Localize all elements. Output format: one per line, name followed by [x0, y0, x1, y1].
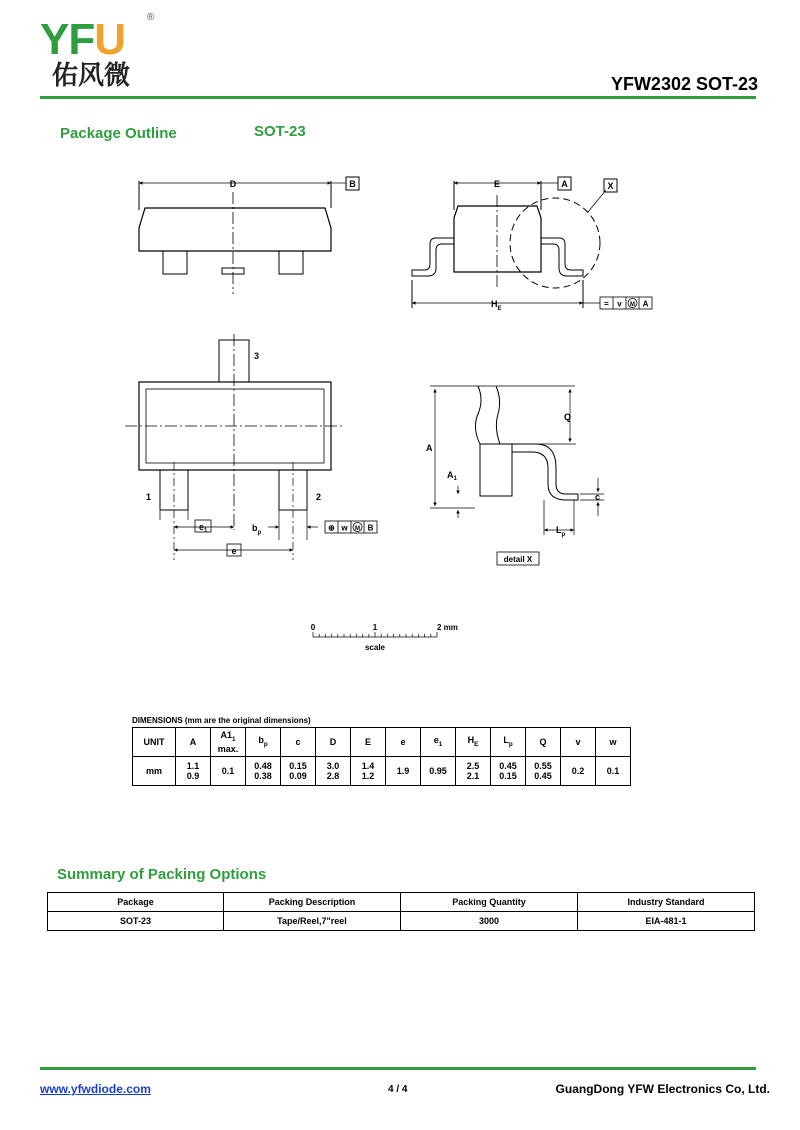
tol2-symbol: ⊕ — [328, 523, 335, 533]
pin-2-label: 2 — [316, 492, 322, 502]
dim-bp-label: $b_p$ — [252, 523, 262, 536]
col-v: v — [561, 728, 596, 757]
col-bp: $b_p$ — [246, 728, 281, 757]
tol1-a: A — [642, 299, 649, 309]
scale-label: scale — [364, 643, 386, 652]
col-lp: $L_p$ — [491, 728, 526, 757]
pack-col-description: Packing Description — [224, 893, 401, 912]
pack-cell-standard: EIA-481-1 — [578, 912, 755, 931]
col-d: D — [316, 728, 351, 757]
col-e-pitch: e — [386, 728, 421, 757]
scale-tick-2: 2 mm — [437, 623, 458, 632]
col-w: w — [596, 728, 631, 757]
pack-col-quantity: Packing Quantity — [401, 893, 578, 912]
document-title: YFW2302 SOT-23 — [610, 74, 758, 94]
col-a1: $A1_1$ max. — [211, 728, 246, 757]
cell-e1: 0.95 — [421, 757, 456, 786]
logo-text-yf: YF — [40, 15, 95, 64]
dimensions-table — [132, 727, 631, 786]
col-unit: UNIT — [133, 728, 176, 757]
col-e: E — [351, 728, 386, 757]
scale-tick-0: 0 — [310, 623, 316, 632]
logo-chinese: 佑风微 — [52, 60, 131, 90]
footer-rule — [40, 1067, 756, 1070]
pin-1-label: 1 — [146, 492, 152, 502]
side-view — [139, 181, 346, 294]
cell-c: 0.15 0.09 — [281, 757, 316, 786]
dim-c-label: c — [595, 492, 601, 502]
dim-e1-label: $e_1$ — [199, 522, 208, 534]
cell-a1: 0.1 — [211, 757, 246, 786]
dim-e-pitch-label: e — [231, 546, 237, 556]
packing-title: Summary of Packing Options — [57, 866, 267, 883]
pack-cell-quantity: 3000 — [401, 912, 578, 931]
tol2-b: B — [367, 523, 374, 533]
tol1-m: M — [630, 302, 635, 308]
tol2-m: M — [355, 526, 360, 532]
cell-he: 2.5 2.1 — [456, 757, 491, 786]
dim-q-label: Q — [564, 412, 572, 422]
cell-d: 3.0 2.8 — [316, 757, 351, 786]
scale-bar — [313, 632, 437, 637]
dim-e-label: E — [493, 179, 501, 189]
cell-bp: 0.48 0.38 — [246, 757, 281, 786]
tol1-symbol: = — [604, 299, 609, 309]
col-c: c — [281, 728, 316, 757]
dim-lp-label: $L_p$ — [556, 525, 566, 538]
pack-col-standard: Industry Standard — [578, 893, 755, 912]
col-he: $H_E$ — [456, 728, 491, 757]
cell-e-pitch: 1.9 — [386, 757, 421, 786]
cell-lp: 0.45 0.15 — [491, 757, 526, 786]
tol1-v: v — [617, 299, 622, 309]
package-name: SOT-23 — [254, 123, 306, 140]
registered-mark: ® — [147, 12, 155, 23]
logo-text-u: U — [94, 15, 126, 64]
tol2-w: w — [341, 523, 348, 533]
col-e1: $e_1$ — [421, 728, 456, 757]
pin-3-label: 3 — [254, 351, 260, 361]
cell-unit: mm — [133, 757, 176, 786]
company-name: GuangDong YFW Electronics Co, Ltd. — [555, 1082, 770, 1096]
datum-a-label: A — [561, 179, 568, 189]
scale-tick-1: 1 — [372, 623, 378, 632]
end-view — [412, 181, 606, 308]
package-outline-title: Package Outline — [60, 125, 177, 142]
cell-q: 0.55 0.45 — [526, 757, 561, 786]
cell-e: 1.4 1.2 — [351, 757, 386, 786]
pack-col-package: Package — [48, 893, 224, 912]
cell-v: 0.2 — [561, 757, 596, 786]
dim-a-label: A — [426, 443, 433, 453]
cell-a: 1.1 0.9 — [176, 757, 211, 786]
detail-x-label: X — [607, 181, 614, 191]
pack-cell-package: SOT-23 — [48, 912, 224, 931]
detail-x-view — [430, 386, 604, 535]
col-a: A — [176, 728, 211, 757]
dim-he-label: $H_E$ — [491, 299, 502, 312]
top-view — [125, 334, 345, 560]
page-number: 4 / 4 — [388, 1084, 408, 1095]
dimensions-caption: DIMENSIONS (mm are the original dimensions) — [132, 716, 311, 725]
col-q: Q — [526, 728, 561, 757]
website-link[interactable]: www.yfwdiode.com — [40, 1082, 151, 1096]
detail-x-caption: detail X — [503, 555, 533, 564]
dim-d-label: D — [229, 179, 237, 189]
pack-cell-description: Tape/Reel,7"reel — [224, 912, 401, 931]
dim-a1-label: $A_1$ — [447, 470, 457, 482]
packing-table — [47, 892, 755, 931]
datum-b-label: B — [349, 179, 356, 189]
cell-w: 0.1 — [596, 757, 631, 786]
